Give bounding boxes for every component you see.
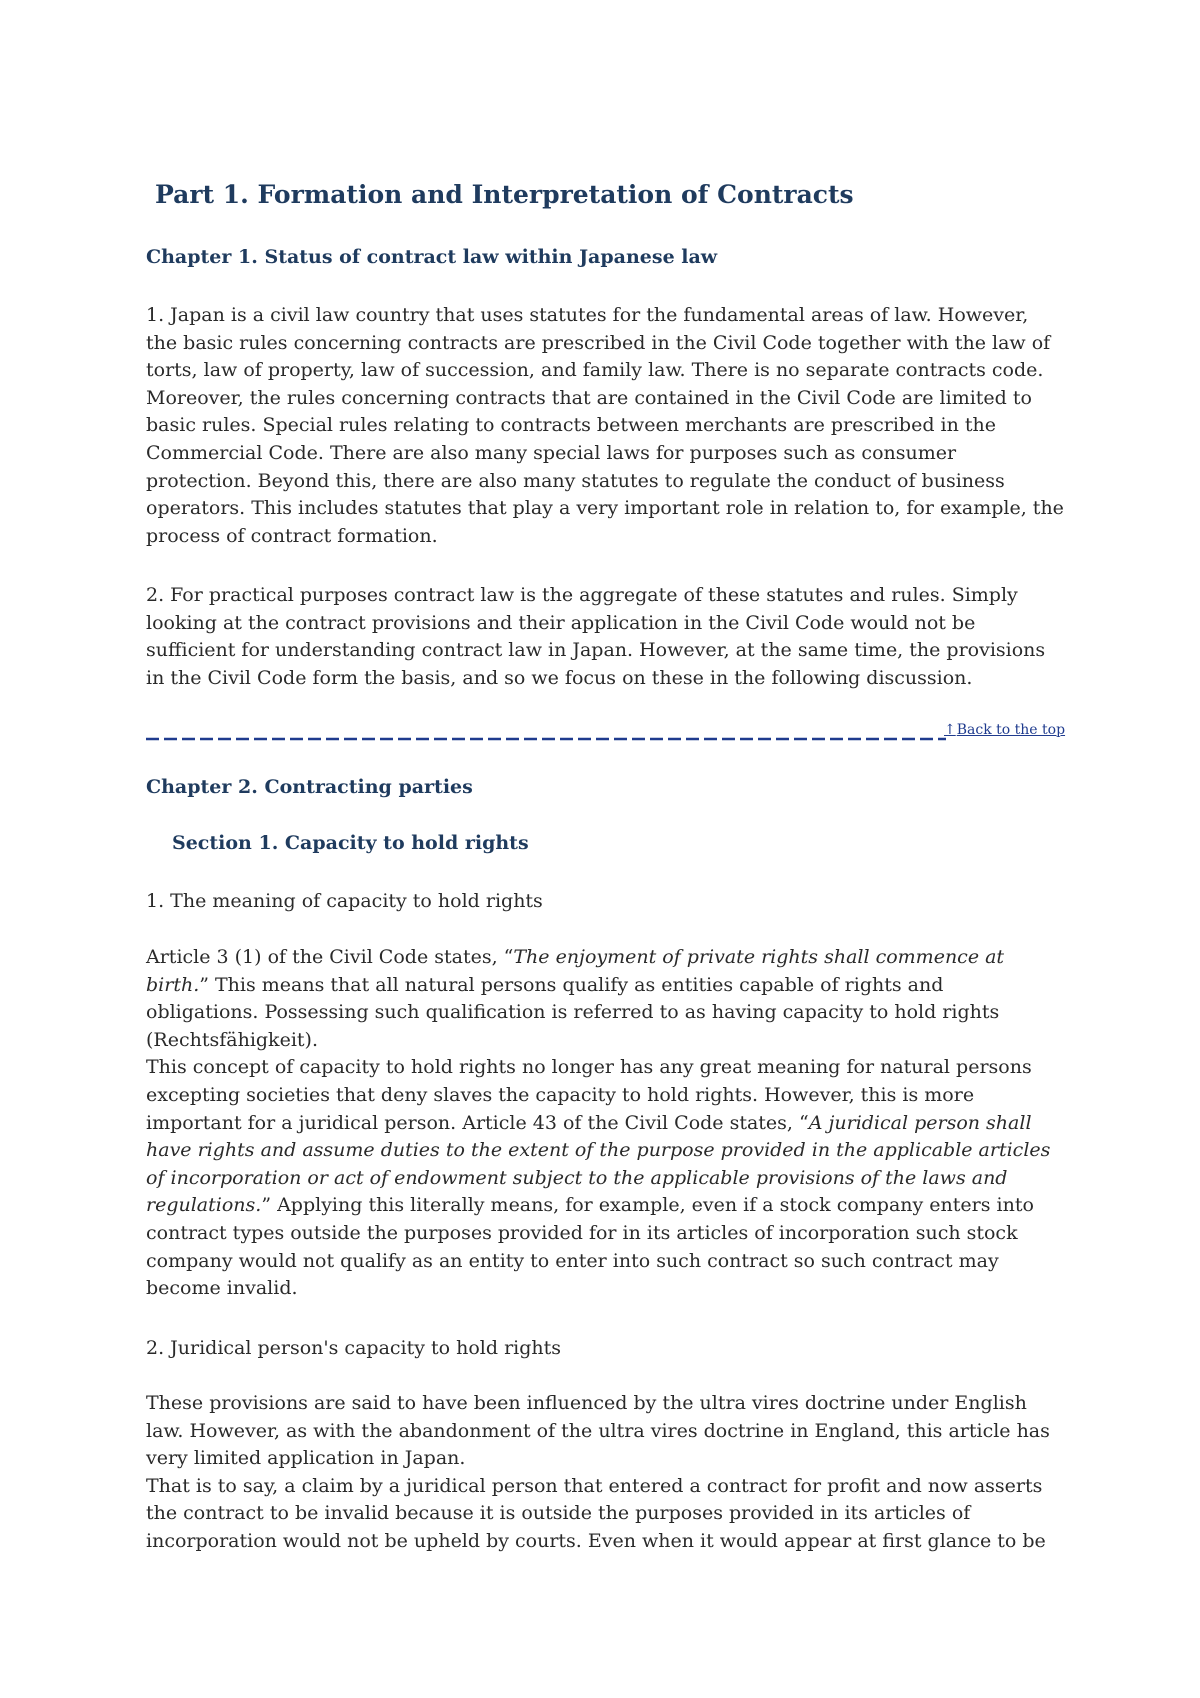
paragraph-line: of incorporation or act of endowment subject to the applicable provisions of the laws and	[146, 1166, 1008, 1189]
paragraph-line: obligations. Possessing such qualification is referred to as having capacity to hold rights	[146, 1001, 1000, 1024]
paragraph-line: have rights and assume duties to the extent of the purpose provided in the applicable articles	[146, 1139, 1051, 1162]
subheading-text: 1. The meaning of capacity to hold rights	[146, 890, 543, 912]
section-divider	[146, 725, 946, 745]
paragraph-line: protection. Beyond this, there are also many statutes to regulate the conduct of business	[146, 469, 1005, 492]
paragraph-line: Moreover, the rules concerning contracts that are contained in the Civil Code are limited to	[146, 386, 1032, 409]
ultra-vires-paragraph	[146, 1390, 1066, 1556]
paragraph-line	[146, 972, 1066, 1000]
text-run: Article 3 (1) of the Civil Code states, “	[146, 946, 514, 968]
up-arrow-icon: ↑	[944, 722, 956, 738]
quote-text: The enjoyment of private rights shall commence at	[513, 946, 1005, 968]
paragraph-line: in the Civil Code form the basis, and so we focus on these in the following discussion.	[146, 666, 973, 689]
paragraph-line: torts, law of property, law of succession, and family law. There is no separate contracts code.	[146, 359, 1044, 382]
paragraph-line: process of contract formation.	[146, 524, 438, 547]
paragraph-line: very limited application in Japan.	[146, 1447, 466, 1470]
paragraph-line: 1. Japan is a civil law country that uses statutes for the fundamental areas of law. However,	[146, 304, 1029, 326]
chapter-1-paragraph-2	[146, 582, 1066, 692]
paragraph-line	[146, 1110, 1066, 1138]
paragraph-line: Commercial Code. There are also many special laws for purposes such as consumer	[146, 441, 957, 464]
paragraph-line: become invalid.	[146, 1277, 298, 1300]
paragraph-line: excepting societies that deny slaves the capacity to hold rights. However, this is more	[146, 1083, 975, 1106]
paragraph-line: (Rechtsfähigkeit).	[146, 1028, 318, 1051]
paragraph-line: sufficient for understanding contract law in Japan. However, at the same time, the provisions	[146, 639, 1046, 662]
paragraph-line: the contract to be invalid because it is outside the purposes provided in its articles of	[146, 1502, 971, 1525]
subheading-text: 2. Juridical person's capacity to hold rights	[146, 1337, 562, 1359]
paragraph-line: These provisions are said to have been influenced by the ultra vires doctrine under English	[146, 1392, 1027, 1414]
paragraph-line: looking at the contract provisions and their application in the Civil Code would not be	[146, 611, 976, 634]
back-to-top-label: Back to the top	[956, 722, 1066, 738]
text-run: important for a juridical person. Article 43 of the Civil Code states, “	[146, 1111, 809, 1134]
text-run: ” This means that all natural persons qualify as entities capable of rights and	[199, 973, 944, 996]
paragraph-line	[146, 1192, 1066, 1220]
section-1-title: Section 1. Capacity to hold rights	[172, 832, 529, 854]
back-to-top-link[interactable]	[944, 722, 1065, 738]
chapter-2-title: Chapter 2. Contracting parties	[146, 776, 473, 798]
paragraph-line: That is to say, a claim by a juridical person that entered a contract for profit and now asserts	[146, 1474, 1043, 1497]
part-title: Part 1. Formation and Interpretation of Contracts	[155, 180, 854, 209]
chapter-1-paragraph-1	[146, 302, 1066, 550]
subheading-juridical-capacity	[146, 1335, 1066, 1363]
text-run: ” Applying this literally means, for example, even if a stock company enters into	[261, 1194, 1034, 1217]
paragraph-line: operators. This includes statutes that play a very important role in relation to, for example, the	[146, 497, 1064, 520]
subheading-capacity-meaning	[146, 888, 1066, 916]
quote-text: A juridical person shall	[808, 1111, 1032, 1134]
paragraph-line: law. However, as with the abandonment of the ultra vires doctrine in England, this article has	[146, 1419, 1050, 1442]
paragraph-line: This concept of capacity to hold rights no longer has any great meaning for natural persons	[146, 1056, 1032, 1079]
article-3-paragraph	[146, 944, 1066, 1303]
paragraph-line: the basic rules concerning contracts are prescribed in the Civil Code together with the law of	[146, 331, 1051, 354]
paragraph-line	[146, 944, 1066, 972]
quote-text: regulations.	[146, 1194, 262, 1217]
chapter-1-title: Chapter 1. Status of contract law within Japanese law	[146, 246, 718, 268]
paragraph-line: basic rules. Special rules relating to contracts between merchants are prescribed in the	[146, 414, 996, 437]
paragraph-line: incorporation would not be upheld by courts. Even when it would appear at first glance to be	[146, 1529, 1046, 1552]
paragraph-line: 2. For practical purposes contract law is the aggregate of these statutes and rules. Simply	[146, 584, 1018, 606]
quote-text: birth.	[146, 973, 200, 996]
paragraph-line: company would not qualify as an entity to enter into such contract so such contract may	[146, 1249, 999, 1272]
paragraph-line: contract types outside the purposes provided for in its articles of incorporation such stock	[146, 1221, 1018, 1244]
